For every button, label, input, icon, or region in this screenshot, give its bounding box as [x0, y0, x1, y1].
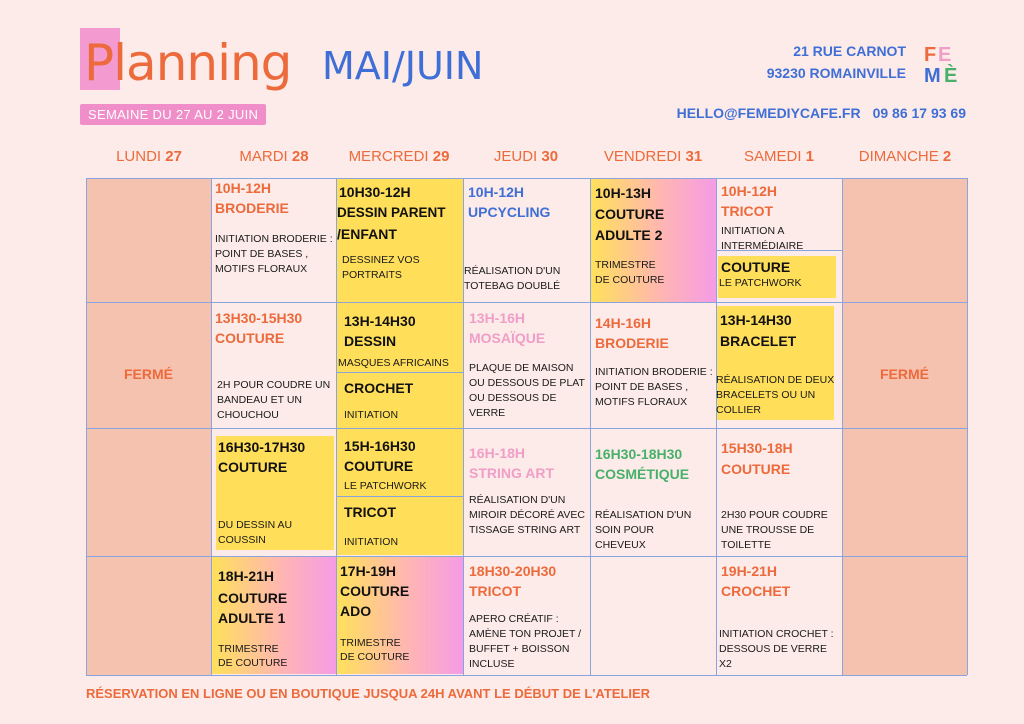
- address-line1: 21 RUE CARNOT: [793, 43, 906, 59]
- saturday-crochet-title[interactable]: CROCHET: [721, 583, 791, 599]
- friday-cosmetique-title[interactable]: COSMÉTIQUE: [595, 466, 690, 482]
- grid-line: [86, 556, 967, 557]
- title-planning: Planning: [84, 34, 292, 92]
- sunday-closed-area: [842, 178, 967, 675]
- wednesday-dessin-title[interactable]: DESSIN: [344, 333, 397, 349]
- friday-broderie-desc: INITIATION BRODERIE : POINT DE BASES , MOTIFS FLORAUX: [595, 366, 713, 408]
- day-header-tuesday: MARDI 28: [239, 148, 309, 165]
- friday-adulte2-time: 10H-13H: [595, 185, 652, 201]
- saturday-crochet-time: 19H-21H: [721, 563, 778, 579]
- wednesday-tricot-title[interactable]: TRICOT: [344, 504, 397, 520]
- svg-text:E: E: [938, 44, 952, 66]
- thursday-stringart-desc: RÉALISATION D'UN MIROIR DÉCORÉ AVEC TISSAGE STRING ART: [469, 494, 585, 536]
- saturday-patchwork-desc: LE PATCHWORK: [719, 277, 802, 289]
- thursday-tricot-desc: APERO CRÉATIF : AMÈNE TON PROJET / BUFFET + BOISSON INCLUSE: [469, 613, 582, 670]
- wednesday-dessin-parent-time: 10H30-12H: [339, 184, 411, 200]
- wednesday-tricot-desc: INITIATION: [344, 536, 399, 548]
- friday-adulte2-title1[interactable]: COUTURE: [595, 206, 665, 222]
- saturday-bracelet-time: 13H-14H30: [720, 312, 792, 328]
- saturday-tricot-time: 10H-12H: [721, 183, 778, 199]
- monday-closed-area: [86, 178, 211, 675]
- wednesday-dessin-parent-title2: /ENFANT: [337, 226, 397, 242]
- day-header-wednesday: MERCREDI 29: [348, 148, 450, 165]
- wednesday-ado-title1[interactable]: COUTURE: [340, 583, 410, 599]
- wednesday-couture-title[interactable]: COUTURE: [344, 458, 414, 474]
- svg-text:È: È: [944, 65, 958, 86]
- svg-text:F: F: [924, 44, 937, 66]
- sunday-closed-label: FERMÉ: [880, 366, 929, 382]
- thursday-mosaique-desc: PLAQUE DE MAISON OU DESSOUS DE PLAT OU DESSOUS DE VERRE: [469, 362, 585, 419]
- grid-line: [86, 428, 967, 429]
- friday-broderie-time: 14H-16H: [595, 315, 652, 331]
- tuesday-coussin-desc: DU DESSIN AU COUSSIN: [218, 519, 293, 546]
- thursday-stringart-time: 16H-18H: [469, 445, 526, 461]
- grid-line: [590, 178, 591, 675]
- thursday-stringart-title[interactable]: STRING ART: [469, 465, 555, 481]
- wednesday-dessin-time: 13H-14H30: [344, 313, 416, 329]
- thursday-upcycling-desc: RÉALISATION D'UN TOTEBAG DOUBLÉ: [464, 265, 561, 292]
- friday-adulte2-title2: ADULTE 2: [595, 227, 663, 243]
- contact-line: [665, 105, 966, 121]
- svg-text:M: M: [924, 65, 941, 86]
- title-month: MAI/JUIN: [322, 44, 484, 88]
- thursday-tricot-time: 18H30-20H30: [469, 563, 557, 579]
- thursday-mosaique-time: 13H-16H: [469, 310, 526, 326]
- thursday-upcycling-time: 10H-12H: [468, 184, 525, 200]
- friday-broderie-title[interactable]: BRODERIE: [595, 335, 669, 351]
- grid-line: [716, 178, 717, 675]
- wednesday-dessin-desc: MASQUES AFRICAINS: [338, 357, 449, 369]
- tuesday-couture-time: 13H30-15H30: [215, 310, 303, 326]
- wednesday-ado-desc1: TRIMESTRE: [340, 637, 401, 649]
- saturday-couture-time: 15H30-18H: [721, 440, 793, 456]
- wednesday-dessin-parent-title1[interactable]: DESSIN PARENT: [337, 205, 446, 220]
- tuesday-adulte1-title2: ADULTE 1: [218, 610, 286, 626]
- grid-line: [86, 178, 87, 675]
- grid-line: [211, 178, 212, 675]
- friday-adulte2-desc1: TRIMESTRE: [595, 259, 656, 271]
- phone-number[interactable]: 09 86 17 93 69: [872, 105, 966, 121]
- email-link[interactable]: HELLO@FEMEDIYCAFE.FR: [676, 105, 861, 121]
- wednesday-ado-title2: ADO: [340, 603, 372, 619]
- wednesday-dessin-parent-desc: DESSINEZ VOS PORTRAITS: [342, 254, 420, 281]
- day-header-friday: VENDREDI 31: [603, 148, 703, 165]
- grid-line: [842, 178, 843, 675]
- day-header-monday: LUNDI 27: [116, 148, 182, 165]
- wednesday-ado-time: 17H-19H: [340, 563, 397, 579]
- thursday-tricot-title[interactable]: TRICOT: [469, 583, 522, 599]
- tuesday-coussin-title[interactable]: COUTURE: [218, 459, 288, 475]
- grid-line: [967, 178, 968, 675]
- tuesday-couture-title[interactable]: COUTURE: [215, 330, 285, 346]
- tuesday-adulte1-desc1: TRIMESTRE: [218, 643, 279, 655]
- tuesday-broderie-title[interactable]: BRODERIE: [215, 200, 289, 216]
- address: [767, 40, 906, 84]
- thursday-mosaique-title[interactable]: MOSAÏQUE: [469, 330, 546, 346]
- grid-line: [86, 675, 967, 676]
- tuesday-adulte1-time: 18H-21H: [218, 568, 275, 584]
- monday-closed-label: FERMÉ: [124, 366, 173, 382]
- address-line2: 93230 ROMAINVILLE: [766, 65, 906, 81]
- saturday-bracelet-desc: RÉALISATION DE DEUX BRACELETS OU UN COLLIER: [716, 374, 835, 416]
- tuesday-broderie-time: 10H-12H: [215, 180, 272, 196]
- day-header-saturday: SAMEDI 1: [743, 148, 815, 165]
- thursday-upcycling-title[interactable]: UPCYCLING: [468, 204, 551, 220]
- wednesday-crochet-desc: INITIATION: [344, 409, 399, 421]
- day-header-thursday: JEUDI 30: [493, 148, 559, 165]
- grid-line: [336, 372, 463, 373]
- tuesday-broderie-desc: INITIATION BRODERIE : POINT DE BASES , MOTIFS FLORAUX: [215, 233, 333, 275]
- saturday-patchwork-title[interactable]: COUTURE: [721, 259, 791, 275]
- saturday-couture-title[interactable]: COUTURE: [721, 461, 791, 477]
- saturday-tricot-desc: INITIATION A INTERMÉDIAIRE: [721, 225, 804, 252]
- week-badge: SEMAINE DU 27 AU 2 JUIN: [80, 104, 266, 125]
- grid-line: [463, 178, 464, 675]
- tuesday-adulte1-desc2: DE COUTURE: [218, 657, 288, 669]
- wednesday-couture-desc: LE PATCHWORK: [344, 480, 427, 492]
- tuesday-couture-desc: 2H POUR COUDRE UN BANDEAU ET UN CHOUCHOU: [217, 379, 331, 421]
- saturday-couture-desc: 2H30 POUR COUDRE UNE TROUSSE DE TOILETTE: [721, 509, 828, 551]
- femediy-logo: [922, 42, 972, 86]
- grid-line: [336, 178, 337, 675]
- reservation-note: RÉSERVATION EN LIGNE OU EN BOUTIQUE JUSQUA 24H AVANT LE DÉBUT DE L'ATELIER: [86, 686, 651, 701]
- grid-line: [86, 302, 967, 303]
- saturday-tricot-title[interactable]: TRICOT: [721, 203, 774, 219]
- saturday-crochet-desc: INITIATION CROCHET : DESSOUS DE VERRE X2: [719, 628, 834, 670]
- wednesday-crochet-title[interactable]: CROCHET: [344, 380, 414, 396]
- friday-cosmetique-desc: RÉALISATION D'UN SOIN POUR CHEVEUX: [595, 509, 692, 551]
- wednesday-couture-time: 15H-16H30: [344, 438, 416, 454]
- tuesday-coussin-time: 16H30-17H30: [218, 439, 306, 455]
- tuesday-adulte1-title1[interactable]: COUTURE: [218, 590, 288, 606]
- saturday-bracelet-title[interactable]: BRACELET: [720, 333, 797, 349]
- grid-line: [336, 496, 463, 497]
- wednesday-ado-desc2: DE COUTURE: [340, 651, 410, 663]
- friday-cosmetique-time: 16H30-18H30: [595, 446, 683, 462]
- page-title: [80, 28, 530, 98]
- day-header-sunday: DIMANCHE 2: [858, 148, 952, 165]
- friday-adulte2-desc2: DE COUTURE: [595, 274, 665, 286]
